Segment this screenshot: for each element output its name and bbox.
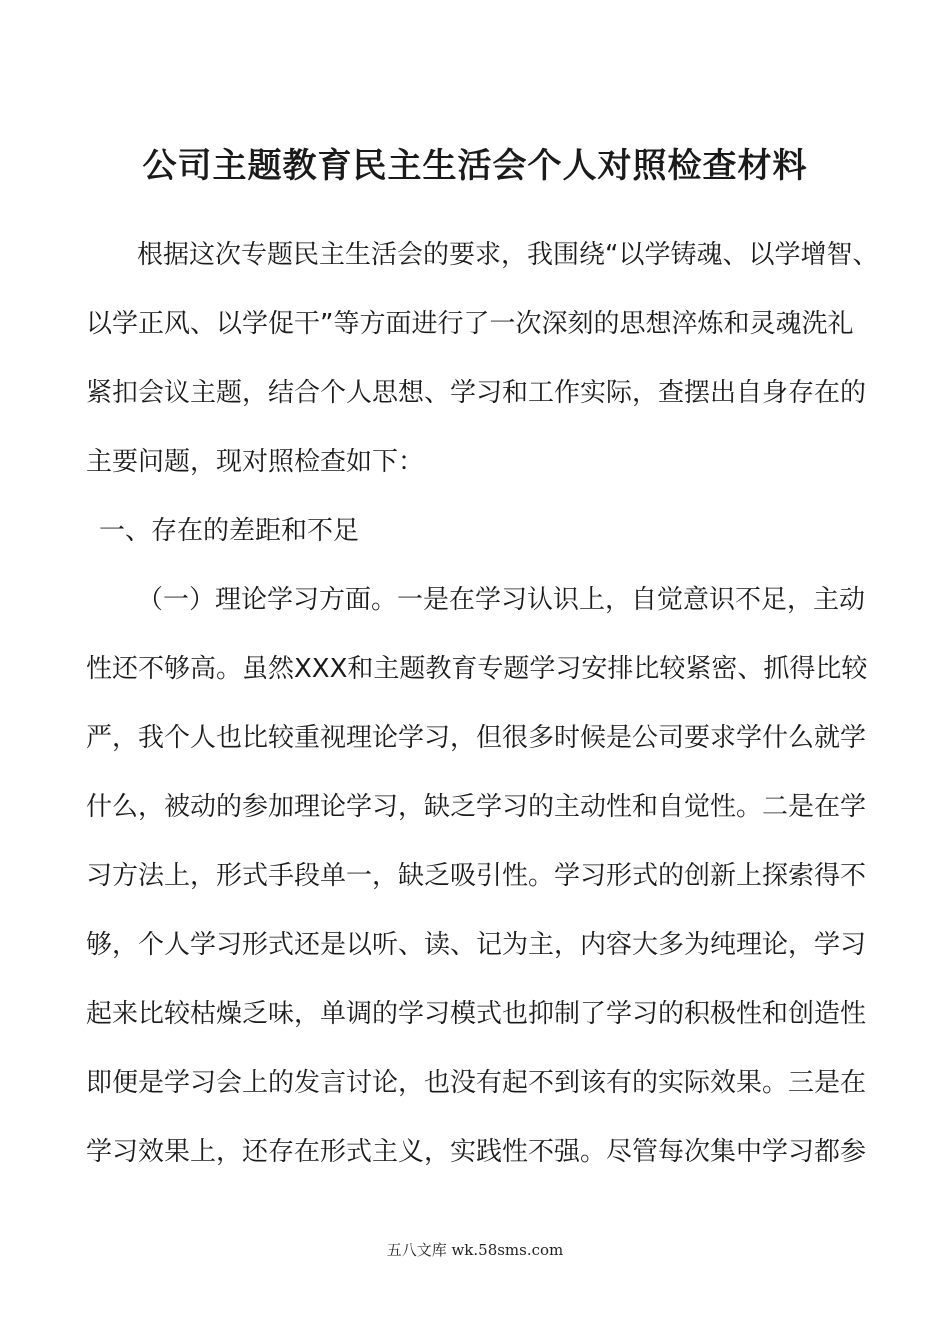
- body-text-line: 紧扣会议主题，结合个人思想、学习和工作实际，查摆出自身存在的: [86, 378, 867, 408]
- body-text-line: 习方法上，形式手段单一，缺乏吸引性。学习形式的创新上探索得不: [86, 861, 867, 891]
- body-text-line: 起来比较枯燥乏味，单调的学习模式也抑制了学习的积极性和创造性: [86, 999, 867, 1029]
- page-title: 公司主题教育民主生活会个人对照检查材料: [142, 146, 808, 186]
- body-text-line: 以学正风、以学促干”等方面进行了一次深刻的思想淬炼和灵魂洗礼: [86, 309, 854, 339]
- body-text-line: 性还不够高。虽然XXX和主题教育专题学习安排比较紧密、抓得比较: [86, 654, 868, 684]
- body-text-line: （一）理论学习方面。一是在学习认识上，自觉意识不足，主动: [137, 585, 866, 615]
- body-text-line: 严，我个人也比较重视理论学习，但很多时候是公司要求学什么就学: [86, 723, 867, 753]
- body-text-line: 根据这次专题民主生活会的要求，我围绕“以学铸魂、以学增智、: [137, 240, 879, 270]
- body-text-line: 够，个人学习形式还是以听、读、记为主，内容大多为纯理论，学习: [86, 930, 867, 960]
- body-text-line: 什么，被动的参加理论学习，缺乏学习的主动性和自觉性。二是在学: [86, 792, 867, 822]
- body-text-line: 即便是学习会上的发言讨论，也没有起不到该有的实际效果。三是在: [86, 1068, 867, 1098]
- section-heading: 一、存在的差距和不足: [99, 516, 360, 546]
- body-text-line: 主要问题，现对照检查如下：: [86, 447, 425, 477]
- body-text-line: 学习效果上，还存在形式主义，实践性不强。尽管每次集中学习都参: [86, 1137, 867, 1167]
- footer-watermark: 五八文库 wk.58sms.com: [386, 1241, 564, 1259]
